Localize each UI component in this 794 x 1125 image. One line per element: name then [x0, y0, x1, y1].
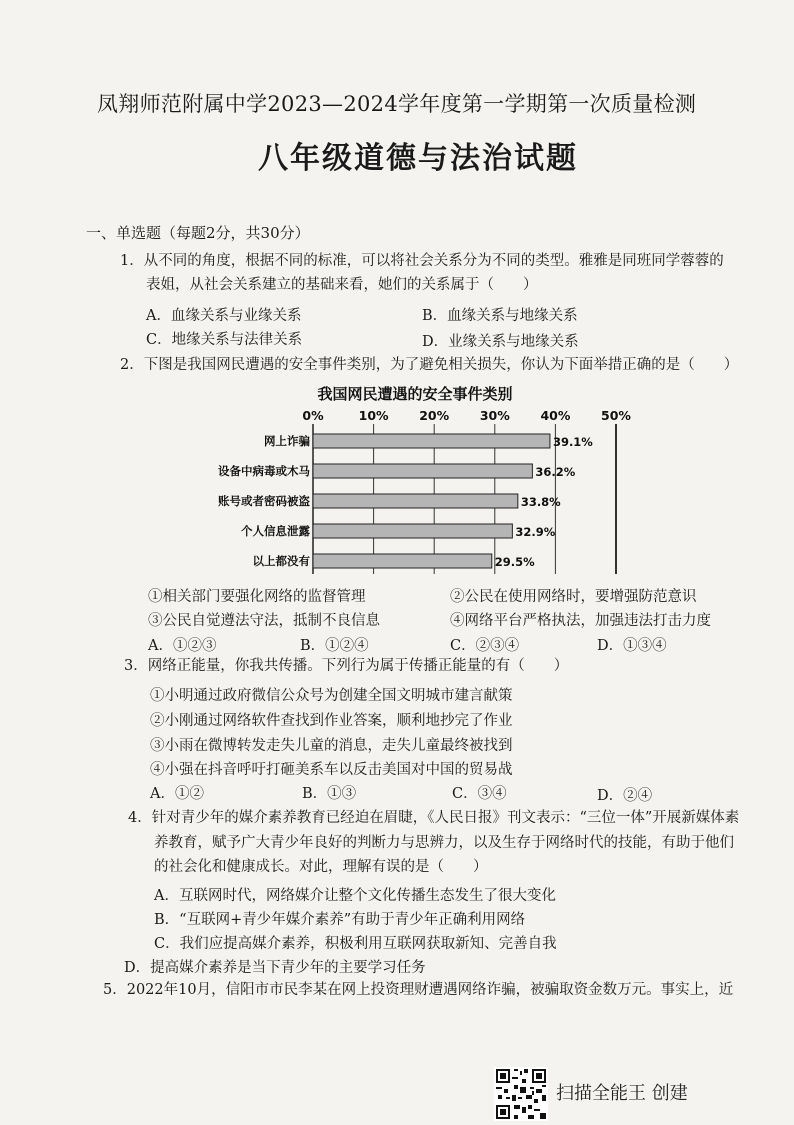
exam-title: 八年级道德与法治试题 — [258, 141, 578, 176]
q4-stem-line1: 4．针对青少年的媒介素养教育已经迫在眉睫，《人民日报》刊文表示：“三位一体”开展新媒体素 — [128, 810, 740, 826]
school-title: 凤翔师范附属中学2023—2024学年度第一学期第一次质量检测 — [97, 92, 697, 116]
q2-statement-2: ②公民在使用网络时，要增强防范意识 — [450, 589, 697, 605]
q2-statement-4: ④网络平台严格执法，加强违法打击力度 — [450, 613, 711, 629]
security-events-chart — [190, 380, 650, 580]
value-label: 33.8% — [520, 495, 561, 509]
q1-stem-line2: 表姐，从社会关系建立的基础来看，她们的关系属于（ ） — [146, 277, 538, 293]
q2-option-d: D．①③④ — [597, 638, 667, 654]
x-tick-label: 40% — [540, 408, 571, 423]
q2-statement-3: ③公民自觉遵法守法，抵制不良信息 — [148, 613, 380, 629]
scanner-watermark: 扫描全能王 创建 — [556, 1083, 688, 1104]
bar — [313, 434, 550, 448]
category-label: 设备中病毒或木马 — [218, 464, 310, 478]
q3-option-d: D．②④ — [597, 788, 653, 804]
q2-option-c: C．②③④ — [450, 638, 520, 654]
bar — [313, 464, 532, 478]
bar — [313, 524, 512, 538]
q3-option-b: B．①③ — [302, 786, 357, 802]
q3-option-a: A．①② — [150, 786, 204, 802]
chart-title: 我国网民遭遇的安全事件类别 — [317, 385, 513, 403]
q2-option-a: A．①②③ — [148, 638, 217, 654]
value-label: 39.1% — [552, 435, 593, 449]
x-tick-label: 0% — [302, 408, 324, 423]
q3-statement-2: ②小刚通过网络软件查找到作业答案，顺利地抄完了作业 — [150, 713, 513, 729]
x-tick-label: 50% — [601, 408, 631, 423]
bar — [313, 494, 518, 508]
q4-option-d: D．提高媒介素养是当下青少年的主要学习任务 — [124, 960, 426, 976]
q3-option-c: C．③④ — [452, 786, 507, 802]
bar — [313, 554, 492, 568]
category-label: 以上都没有 — [252, 554, 310, 568]
q4-stem-line2: 养教育，赋予广大青少年良好的判断力与思辨力，以及生存于网络时代的技能，有助于他们 — [154, 835, 734, 851]
q1-stem-line1: 1．从不同的角度，根据不同的标准，可以将社会关系分为不同的类型。雅雅是同班同学蓉蓉的 — [120, 253, 724, 269]
q5-stem-line1: 5．2022年10月，信阳市市民李某在网上投资理财遭遇网络诈骗，被骗取资金数万元。事实上，近 — [103, 982, 734, 998]
q4-stem-line3: 的社会化和健康成长。对此，理解有误的是（ ） — [154, 859, 488, 875]
q1-option-b: B．血缘关系与地缘关系 — [422, 308, 578, 324]
x-tick-label: 20% — [419, 408, 450, 423]
q4-option-a: A．互联网时代，网络媒介让整个文化传播生态发生了很大变化 — [154, 888, 556, 904]
x-tick-label: 10% — [358, 408, 389, 423]
q2-statement-1: ①相关部门要强化网络的监督管理 — [148, 589, 366, 605]
value-label: 29.5% — [494, 555, 535, 569]
qr-code-icon — [494, 1067, 548, 1121]
q4-option-c: C．我们应提高媒介素养，积极利用互联网获取新知、完善自我 — [154, 936, 557, 952]
category-label: 账号或者密码被盗 — [218, 494, 310, 508]
q4-option-b: B．“互联网+青少年媒介素养”有助于青少年正确利用网络 — [154, 912, 526, 928]
q1-option-d: D．业缘关系与地缘关系 — [422, 334, 579, 350]
category-label: 个人信息泄露 — [241, 524, 310, 538]
q2-option-b: B．①②④ — [300, 638, 369, 654]
q3-statement-4: ④小强在抖音呼吁打砸美系车以反击美国对中国的贸易战 — [150, 762, 513, 778]
value-label: 36.2% — [535, 465, 576, 479]
x-tick-label: 30% — [479, 408, 510, 423]
q3-stem: 3．网络正能量，你我共传播。下列行为属于传播正能量的有（ ） — [124, 658, 569, 674]
q1-option-a: A．血缘关系与业缘关系 — [146, 308, 302, 324]
q1-option-c: C．地缘关系与法律关系 — [146, 332, 303, 348]
q3-statement-1: ①小明通过政府微信公众号为创建全国文明城市建言献策 — [150, 688, 513, 704]
value-label: 32.9% — [515, 525, 556, 539]
q3-statement-3: ③小雨在微博转发走失儿童的消息，走失儿童最终被找到 — [150, 738, 513, 754]
q2-stem: 2．下图是我国网民遭遇的安全事件类别，为了避免相关损失，你认为下面举措正确的是（ ） — [120, 357, 739, 373]
category-label: 网上诈骗 — [264, 434, 310, 448]
section-title: 一、单选题（每题2分，共30分） — [86, 224, 310, 242]
